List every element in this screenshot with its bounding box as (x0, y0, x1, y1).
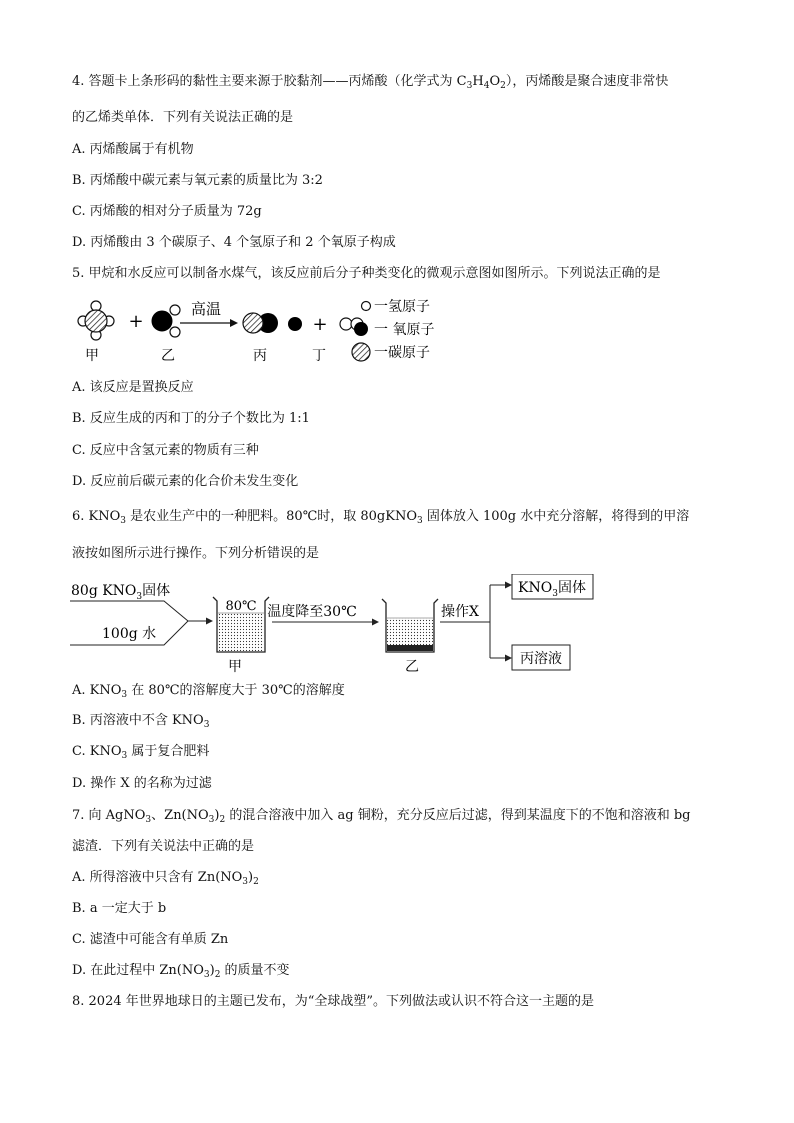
q5-stem: 5. 甲烷和水反应可以制备水煤气，该反应前后分子种类变化的微观示意图如图所示。下列说法正确的是 (72, 266, 661, 281)
q5-option-d: D. 反应前后碳元素的化合价未发生变化 (72, 474, 299, 489)
output-solution-label: 丙溶液 (520, 651, 562, 667)
water-molecule (152, 305, 180, 337)
q7-stem-line2: 滤渣．下列有关说法中正确的是 (72, 839, 255, 854)
reaction-condition: 高温 (190, 300, 222, 318)
legend (352, 299, 434, 361)
label-bing: 丙 (253, 348, 267, 364)
q4-option-a: A. 丙烯酸属于有机物 (72, 142, 194, 157)
co-molecule (243, 313, 278, 333)
legend-carbon: 一碳原子 (374, 345, 430, 361)
legend-hydrogen: 一氢原子 (374, 299, 430, 315)
output-kno3-label: $KNO_3$固体 (518, 580, 586, 599)
q6-option-a: A. $KNO_3$ 在 80℃的溶解度大于 30℃的溶解度 (72, 683, 345, 700)
methane-molecule (78, 301, 114, 340)
q4-formula: $C_3H_4O_2$ (456, 74, 506, 91)
q7-option-a: A. 所得溶液中只含有 $Zn(NO_3)_2$ (72, 870, 259, 887)
q6-stem-line1: 6. $KNO_3$ 是农业生产中的一种肥料。80℃时，取 80gKNO$_3$ 固体放入 100g 水中充分溶解，将得到的甲溶 (72, 509, 690, 526)
q4-option-c: C. 丙烯酸的相对分子质量为 72g (72, 204, 262, 219)
q5-option-a: A. 该反应是置换反应 (72, 380, 194, 395)
label-jia: 甲 (85, 348, 99, 364)
q4-option-d: D. 丙烯酸由 3 个碳原子、4 个氢原子和 2 个氧原子构成 (72, 235, 396, 250)
q4-stem-line2: 的乙烯类单体．下列有关说法正确的是 (72, 110, 294, 125)
q4-option-b: B. 丙烯酸中碳元素与氧元素的质量比为 3:2 (72, 173, 323, 188)
beaker-label-jia: 甲 (228, 659, 242, 675)
q5-reaction-diagram (68, 294, 458, 368)
q4-stem-line1: 4. 答题卡上条形码的黏性主要来源于胶黏剂——丙烯酸（化学式为 $C_3H_4O_2$），丙烯酸是聚合速度非常快 (72, 74, 669, 91)
q6-option-b: B. 丙溶液中不含 $KNO_3$ (72, 713, 210, 730)
q6-option-c: C. $KNO_3$ 属于复合肥料 (72, 744, 210, 761)
q8-stem: 8. 2024 年世界地球日的主题已发布，为“全球战塑”。下列做法或认识不符合这一主题的是 (72, 994, 595, 1009)
step-operation-x: 操作X (441, 604, 479, 620)
beaker-label-yi: 乙 (405, 659, 419, 675)
step-cool-label: 温度降至30℃ (267, 604, 357, 620)
input-kno3: 80g $KNO_3$固体 (71, 583, 171, 602)
beaker-temp-label: 80℃ (225, 599, 257, 614)
q7-option-b: B. a 一定大于 b (72, 901, 167, 916)
plus-sign-1: + (128, 311, 144, 332)
label-ding: 丁 (312, 348, 326, 364)
q6-stem-line2: 液按如图所示进行操作。下列分析错误的是 (72, 546, 320, 561)
legend-oxygen: 一 氧原子 (374, 322, 435, 338)
beaker-yi (382, 599, 438, 652)
q6-option-d: D. 操作 X 的名称为过滤 (72, 776, 212, 791)
q7-stem-line1: 7. 向 AgNO$_3$、$Zn(NO_3)_2$ 的混合溶液中加入 ag 铜粉，充分反应后过滤，得到某温度下的不饱和溶液和 bg (72, 808, 691, 825)
beaker-jia (213, 597, 269, 652)
q7-option-d: D. 在此过程中 $Zn(NO_3)_2$ 的质量不变 (72, 963, 290, 980)
input-water: 100g 水 (102, 626, 157, 642)
label-yi: 乙 (161, 348, 175, 364)
q5-option-c: C. 反应中含氢元素的物质有三种 (72, 443, 259, 458)
q6-process-diagram (68, 574, 608, 678)
plus-sign-2: + (312, 314, 328, 335)
q7-option-c: C. 滤渣中可能含有单质 Zn (72, 932, 229, 947)
q5-option-b: B. 反应生成的丙和丁的分子个数比为 1:1 (72, 411, 310, 426)
extra-oxygen-atom (288, 317, 302, 331)
q4-stem-text: 4. 答题卡上条形码的黏性主要来源于胶黏剂——丙烯酸（化学式为 (72, 74, 457, 89)
